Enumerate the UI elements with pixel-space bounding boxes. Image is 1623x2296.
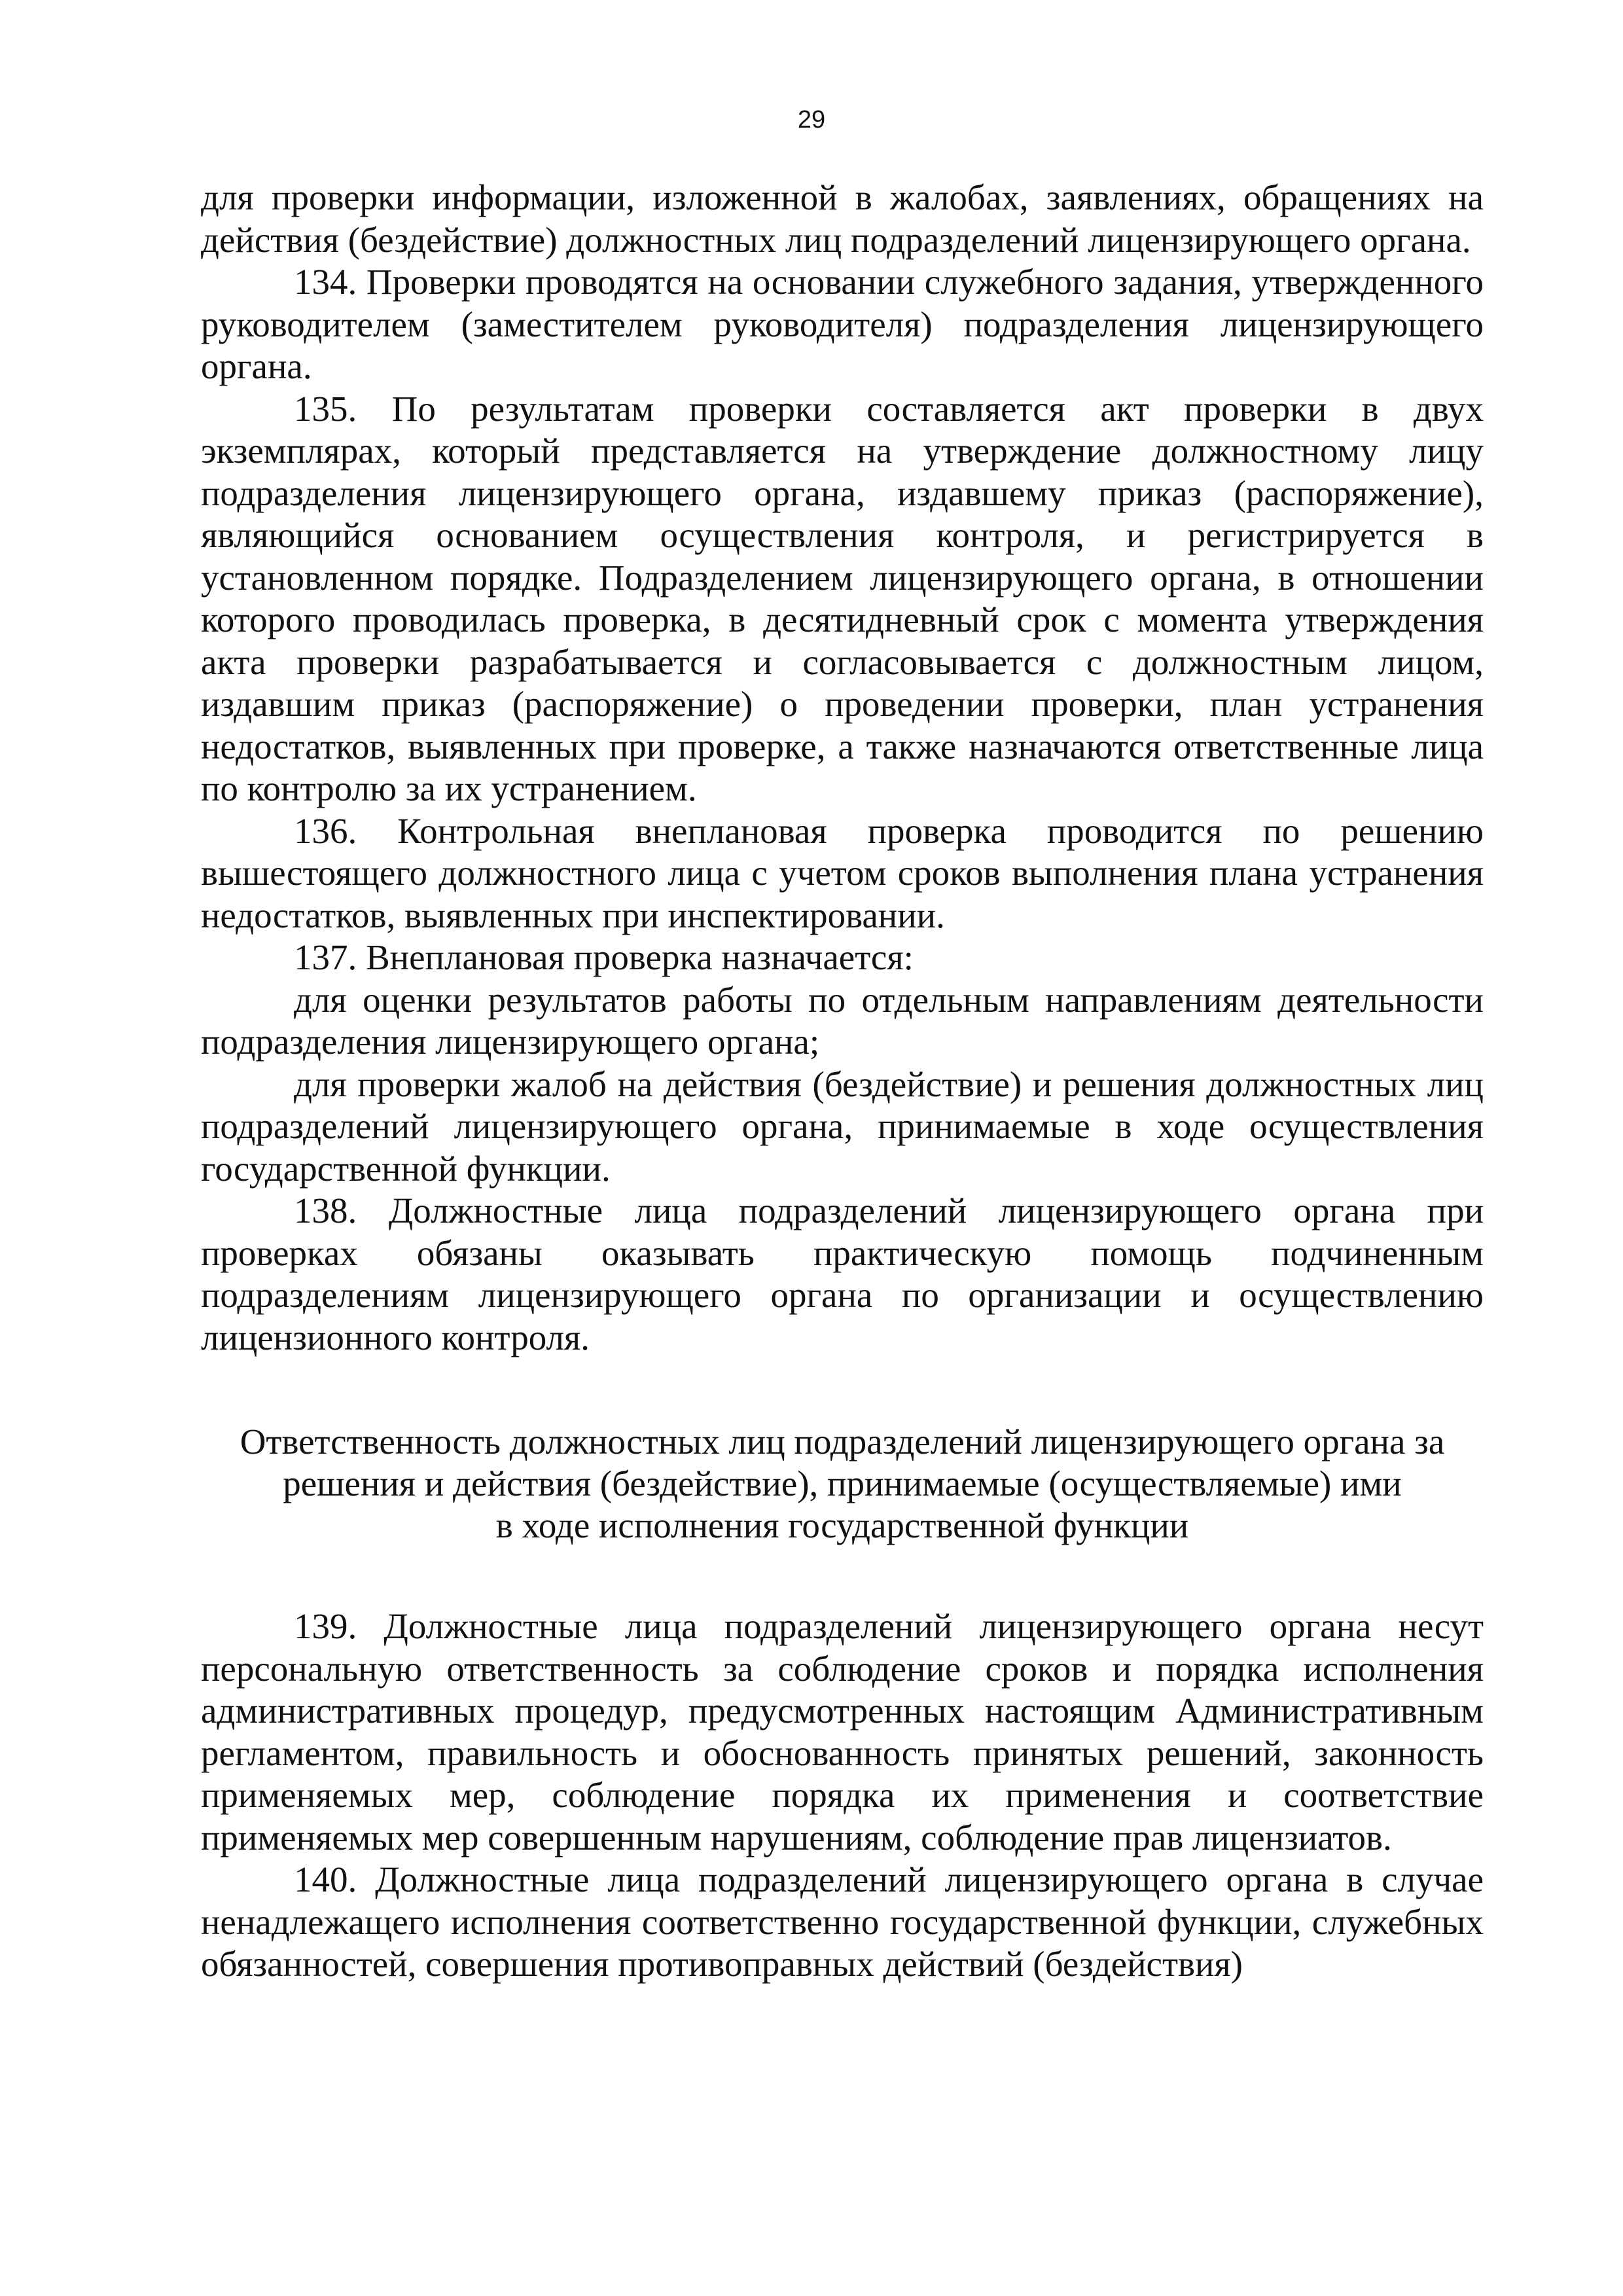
paragraph-137-item-b: для проверки жалоб на действия (бездействие) и решения должностных лиц подразделений лицензирующего органа, принимаемые в ходе осуществления государственной функции. bbox=[201, 1064, 1484, 1189]
paragraph-continued: для проверки информации, изложенной в жалобах, заявлениях, обращениях на действия (бездействие) должностных лиц подразделений лицензирующего органа. bbox=[201, 177, 1484, 260]
document-body bbox=[201, 177, 1484, 1986]
paragraph-137: 137. Внеплановая проверка назначается: bbox=[294, 937, 914, 977]
section-heading bbox=[201, 1421, 1484, 1547]
page-number: 29 bbox=[797, 106, 826, 134]
paragraph-138: 138. Должностные лица подразделений лицензирующего органа при проверках обязаны оказывать практическую помощь подчиненным подразделениям лицензирующего органа по организации и осуществлению лицензионного контроля. bbox=[201, 1191, 1484, 1357]
section-heading-line-1: Ответственность должностных лиц подразделений лицензирующего органа за bbox=[240, 1422, 1445, 1462]
paragraph-137-item-a: для оценки результатов работы по отдельным направлениям деятельности подразделения лицензирующего органа; bbox=[201, 979, 1484, 1062]
section-heading-line-2: решения и действия (бездействие), принимаемые (осуществляемые) ими bbox=[283, 1463, 1402, 1503]
section-heading-line-3: в ходе исполнения государственной функции bbox=[495, 1505, 1189, 1545]
paragraph-140: 140. Должностные лица подразделений лицензирующего органа в случае ненадлежащего исполнения соответственно государственной функции, служебных обязанностей, совершения противоправных действий (бездействия) bbox=[201, 1859, 1484, 1984]
paragraph-136: 136. Контрольная внеплановая проверка проводится по решению вышестоящего должностного лица с учетом сроков выполнения плана устранения недостатков, выявленных при инспектировании. bbox=[201, 810, 1484, 935]
paragraph-139: 139. Должностные лица подразделений лицензирующего органа несут персональную ответственность за соблюдение сроков и порядка исполнения административных процедур, предусмотренных настоящим Административным регламентом, правильность и обоснованность принятых решений, законность применяемых мер, соблюдение порядка их применения и соответствие применяемых мер совершенным нарушениям, соблюдение прав лицензиатов. bbox=[201, 1606, 1484, 1857]
paragraph-134: 134. Проверки проводятся на основании служебного задания, утвержденного руководителем (заместителем руководителя) подразделения лицензирующего органа. bbox=[201, 262, 1484, 386]
paragraph-135: 135. По результатам проверки составляется акт проверки в двух экземплярах, который представляется на утверждение должностному лицу подразделения лицензирующего органа, издавшему приказ (распоряжение), являющийся основанием осуществления контроля, и регистрируется в установленном порядке. Подразделением лицензирующего органа, в отношении которого проводилась проверка, в десятидневный срок с момента утверждения акта проверки разрабатывается и согласовывается с должностным лицом, издавшим приказ (распоряжение) о проведении проверки, план устранения недостатков, выявленных при проверке, а также назначаются ответственные лица по контролю за их устранением. bbox=[201, 388, 1484, 808]
